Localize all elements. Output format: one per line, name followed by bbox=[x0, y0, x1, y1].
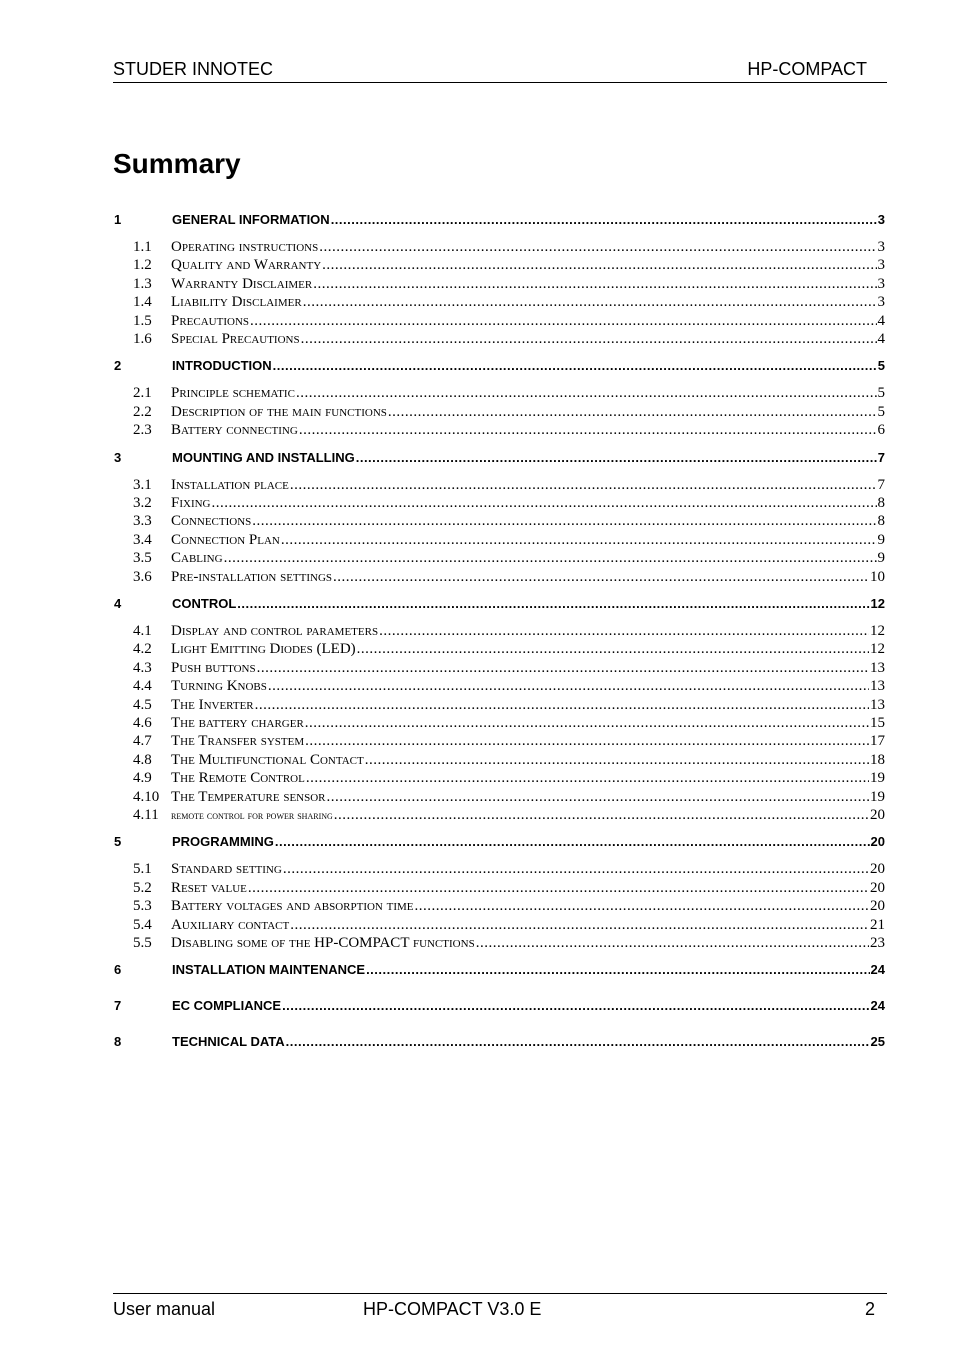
toc-leader-dots bbox=[299, 421, 877, 439]
toc-entry-title: MOUNTING AND INSTALLING bbox=[172, 449, 355, 465]
toc-entry[interactable] bbox=[113, 961, 885, 979]
toc-entry[interactable] bbox=[113, 312, 885, 330]
toc-entry-title: Liability Disclaimer bbox=[171, 294, 302, 311]
toc-leader-dots bbox=[248, 879, 869, 897]
toc-entry[interactable] bbox=[113, 751, 885, 769]
toc-entry-title: Fixing bbox=[171, 495, 211, 511]
toc-entry-page: 24 bbox=[870, 962, 885, 978]
toc-leader-dots bbox=[476, 934, 869, 952]
toc-entry-page: 4 bbox=[877, 312, 885, 329]
toc-entry-page: 20 bbox=[870, 861, 885, 878]
toc-leader-dots bbox=[281, 531, 877, 549]
toc-entry[interactable] bbox=[113, 421, 885, 439]
toc-entry-number: 1.4 bbox=[133, 294, 152, 311]
toc-entry[interactable] bbox=[113, 403, 885, 421]
toc-entry[interactable] bbox=[113, 211, 885, 229]
toc-leader-dots bbox=[305, 714, 869, 732]
toc-entry-title: Reset value bbox=[171, 879, 247, 896]
toc-leader-dots bbox=[252, 512, 876, 530]
toc-entry-title: Cabling bbox=[171, 550, 223, 567]
toc-entry-page: 5 bbox=[877, 403, 885, 420]
toc-entry[interactable] bbox=[113, 732, 885, 750]
toc-entry-page: 12 bbox=[870, 596, 885, 611]
toc-leader-dots bbox=[275, 833, 870, 851]
toc-entry-number: 3.1 bbox=[133, 476, 152, 493]
toc-entry-page: 5 bbox=[877, 385, 885, 402]
toc-leader-dots bbox=[224, 549, 877, 567]
toc-entry-title: remote control for power sharing bbox=[171, 808, 333, 822]
toc-entry-number: 4.8 bbox=[133, 751, 152, 768]
toc-entry-page: 17 bbox=[870, 733, 885, 750]
toc-entry-page: 6 bbox=[877, 422, 885, 439]
toc-entry-number: 4.4 bbox=[133, 678, 152, 695]
toc-entry[interactable] bbox=[113, 640, 885, 658]
toc-leader-dots bbox=[268, 677, 869, 695]
toc-leader-dots bbox=[303, 293, 877, 311]
toc-leader-dots bbox=[357, 640, 869, 658]
footer-doc-name: User manual bbox=[113, 1299, 216, 1319]
toc-entry-title: Turning Knobs bbox=[171, 678, 267, 695]
toc-leader-dots bbox=[237, 595, 869, 613]
toc-entry[interactable] bbox=[113, 806, 885, 824]
toc-entry-number: 3.5 bbox=[133, 550, 152, 567]
toc-entry[interactable] bbox=[113, 449, 885, 467]
toc-entry-title: Operating instructions bbox=[171, 239, 319, 255]
toc-entry-title: INSTALLATION MAINTENANCE bbox=[172, 962, 366, 978]
toc-leader-dots bbox=[283, 860, 869, 878]
toc-entry-title: Display and control parameters bbox=[171, 623, 379, 639]
toc-entry[interactable] bbox=[113, 879, 885, 897]
toc-entry-title: Quality and Warranty bbox=[171, 257, 322, 274]
toc-entry-title: EC COMPLIANCE bbox=[172, 998, 282, 1014]
toc-leader-dots bbox=[296, 384, 877, 402]
toc-leader-dots bbox=[319, 238, 876, 256]
toc-leader-dots bbox=[388, 403, 877, 421]
page-header bbox=[113, 58, 887, 83]
toc-entry-page: 4 bbox=[877, 331, 885, 347]
toc-entry-number: 4.7 bbox=[133, 733, 152, 750]
toc-entry-number: 1 bbox=[114, 212, 122, 227]
page-footer bbox=[113, 1293, 887, 1320]
toc-entry-title: The Inverter bbox=[171, 696, 254, 713]
toc-entry-page: 3 bbox=[877, 275, 885, 292]
toc-entry[interactable] bbox=[113, 788, 885, 806]
toc-entry-number: 1.2 bbox=[133, 257, 152, 274]
toc-entry-title: Warranty Disclaimer bbox=[171, 275, 313, 292]
toc-entry-page: 13 bbox=[870, 659, 885, 676]
toc-entry-page: 10 bbox=[870, 568, 885, 585]
toc-entry[interactable] bbox=[113, 384, 885, 402]
toc-entry-title: GENERAL INFORMATION bbox=[172, 212, 330, 227]
toc-entry-number: 5.3 bbox=[133, 898, 152, 915]
toc-leader-dots bbox=[365, 751, 869, 769]
toc-entry-page: 3 bbox=[877, 239, 885, 255]
toc-leader-dots bbox=[257, 659, 869, 677]
toc-entry[interactable] bbox=[113, 916, 885, 934]
toc-entry-page: 20 bbox=[870, 834, 885, 850]
toc-entry-title: Light Emitting Diodes (LED) bbox=[171, 641, 356, 658]
toc-entry-title: Principle schematic bbox=[171, 385, 295, 402]
toc-entry[interactable] bbox=[113, 494, 885, 512]
toc-entry-page: 7 bbox=[877, 449, 885, 465]
toc-leader-dots bbox=[212, 494, 877, 512]
toc-entry[interactable] bbox=[113, 1033, 885, 1051]
toc-entry-number: 1.6 bbox=[133, 331, 152, 347]
toc-entry-number: 6 bbox=[114, 962, 122, 978]
toc-entry-number: 4.2 bbox=[133, 641, 152, 658]
toc-entry-title: CONTROL bbox=[172, 596, 237, 611]
header-company: STUDER INNOTEC bbox=[113, 59, 274, 79]
toc-entry[interactable] bbox=[113, 934, 885, 952]
toc-entry-page: 19 bbox=[870, 788, 885, 805]
toc-entry-title: The Temperature sensor bbox=[171, 788, 326, 805]
toc-entry[interactable] bbox=[113, 238, 885, 256]
toc-entry-page: 8 bbox=[877, 495, 885, 511]
toc-entry-title: INTRODUCTION bbox=[172, 358, 272, 374]
toc-entry-number: 3.4 bbox=[133, 531, 152, 548]
toc-entry-number: 1.5 bbox=[133, 312, 152, 329]
toc-entry-page: 12 bbox=[870, 641, 885, 658]
toc-entry-number: 2.3 bbox=[133, 422, 152, 439]
toc-entry-title: Disabling some of the HP-COMPACT functions bbox=[171, 935, 475, 951]
toc-leader-dots bbox=[305, 732, 869, 750]
toc-entry-page: 25 bbox=[870, 1034, 885, 1050]
toc-entry-number: 3.3 bbox=[133, 513, 152, 530]
toc-leader-dots bbox=[366, 961, 869, 979]
toc-leader-dots bbox=[286, 1033, 870, 1051]
toc-entry-number: 1.3 bbox=[133, 275, 152, 292]
toc-entry-page: 13 bbox=[870, 678, 885, 695]
toc-entry[interactable] bbox=[113, 622, 885, 640]
toc-entry-page: 3 bbox=[877, 257, 885, 274]
toc-entry-title: PROGRAMMING bbox=[172, 834, 274, 850]
toc-entry[interactable] bbox=[113, 833, 885, 851]
toc-leader-dots bbox=[379, 622, 869, 640]
toc-leader-dots bbox=[333, 568, 869, 586]
toc-entry-number: 2.1 bbox=[133, 385, 152, 402]
toc-entry[interactable] bbox=[113, 897, 885, 915]
toc-entry-number: 4.1 bbox=[133, 623, 152, 639]
toc-entry[interactable] bbox=[113, 659, 885, 677]
toc-entry-title: The Remote Control bbox=[171, 770, 305, 787]
toc-entry[interactable] bbox=[113, 293, 885, 311]
toc-entry-number: 4.11 bbox=[133, 807, 159, 823]
toc-entry-title: Pre-installation settings bbox=[171, 568, 333, 585]
toc-entry-title: Special Precautions bbox=[171, 331, 300, 347]
toc-leader-dots bbox=[290, 916, 869, 934]
toc-leader-dots bbox=[313, 275, 876, 293]
footer-page-number: 2 bbox=[864, 1299, 875, 1319]
toc-leader-dots bbox=[415, 897, 869, 915]
toc-leader-dots bbox=[334, 806, 869, 824]
toc-entry[interactable] bbox=[113, 769, 885, 787]
toc-entry[interactable] bbox=[113, 860, 885, 878]
toc-leader-dots bbox=[290, 476, 877, 494]
toc-entry[interactable] bbox=[113, 997, 885, 1015]
toc-leader-dots bbox=[327, 788, 869, 806]
toc-entry[interactable] bbox=[113, 512, 885, 530]
toc-entry-page: 12 bbox=[870, 623, 885, 639]
toc-entry-number: 3.2 bbox=[133, 495, 152, 511]
header-product: HP-COMPACT bbox=[747, 59, 867, 79]
toc-entry[interactable] bbox=[113, 677, 885, 695]
toc-leader-dots bbox=[273, 357, 877, 375]
toc-leader-dots bbox=[356, 449, 877, 467]
toc-entry-number: 4.5 bbox=[133, 696, 152, 713]
toc-entry-title: Installation place bbox=[171, 476, 289, 493]
toc-entry[interactable] bbox=[113, 275, 885, 293]
toc-entry-number: 4.10 bbox=[133, 788, 160, 805]
toc-entry[interactable] bbox=[113, 531, 885, 549]
toc-entry-page: 20 bbox=[870, 898, 885, 915]
page-title: Summary bbox=[113, 148, 241, 179]
toc-leader-dots bbox=[255, 696, 869, 714]
toc-entry-title: Description of the main functions bbox=[171, 403, 387, 420]
toc-leader-dots bbox=[306, 769, 869, 787]
toc-entry-number: 1.1 bbox=[133, 239, 152, 255]
toc-entry[interactable] bbox=[113, 330, 885, 348]
toc-entry-number: 5.4 bbox=[133, 916, 152, 933]
toc-entry-number: 2.2 bbox=[133, 403, 152, 420]
toc-entry-page: 18 bbox=[870, 751, 885, 768]
toc-entry[interactable] bbox=[113, 256, 885, 274]
toc-entry-number: 3.6 bbox=[133, 568, 152, 585]
toc-entry-page: 20 bbox=[870, 807, 885, 823]
toc-entry-page: 8 bbox=[877, 513, 885, 530]
toc-entry-title: Standard setting bbox=[171, 861, 282, 878]
toc-entry-page: 20 bbox=[870, 879, 885, 896]
toc-entry-number: 2 bbox=[114, 358, 122, 374]
toc-entry-number: 5.2 bbox=[133, 879, 152, 896]
toc-entry-number: 3 bbox=[114, 449, 122, 465]
toc-leader-dots bbox=[250, 312, 876, 330]
toc-entry-page: 19 bbox=[870, 770, 885, 787]
toc-entry-title: Auxiliary contact bbox=[171, 916, 290, 933]
toc-entry-page: 9 bbox=[877, 531, 885, 548]
toc-entry[interactable] bbox=[113, 549, 885, 567]
toc-entry-page: 3 bbox=[877, 212, 885, 227]
toc-entry-title: Push buttons bbox=[171, 659, 256, 676]
toc-entry-number: 4.6 bbox=[133, 715, 152, 731]
toc-entry-page: 23 bbox=[870, 935, 885, 951]
toc-entry-title: TECHNICAL DATA bbox=[172, 1034, 285, 1050]
toc-entry-number: 4.3 bbox=[133, 659, 152, 676]
toc-entry-page: 24 bbox=[870, 998, 885, 1014]
toc-entry-title: Battery connecting bbox=[171, 422, 298, 439]
toc-leader-dots bbox=[322, 256, 876, 274]
toc-entry-title: Precautions bbox=[171, 312, 250, 329]
footer-version: HP-COMPACT V3.0 E bbox=[363, 1299, 542, 1319]
toc-entry-number: 5.1 bbox=[133, 861, 152, 878]
toc-entry-title: The Multifunctional Contact bbox=[171, 751, 364, 768]
toc-entry-number: 5.5 bbox=[133, 935, 152, 951]
toc-entry-page: 3 bbox=[877, 294, 885, 311]
toc-entry-number: 7 bbox=[114, 998, 122, 1014]
toc-entry-title: The battery charger bbox=[171, 715, 304, 731]
toc-leader-dots bbox=[331, 211, 877, 229]
toc-entry-page: 13 bbox=[870, 696, 885, 713]
toc-entry-page: 7 bbox=[877, 476, 885, 493]
toc-leader-dots bbox=[282, 997, 869, 1015]
toc-entry[interactable] bbox=[113, 696, 885, 714]
toc-entry[interactable] bbox=[113, 476, 885, 494]
toc-entry-title: Battery voltages and absorption time bbox=[171, 898, 414, 915]
toc-leader-dots bbox=[301, 330, 877, 348]
toc-entry-title: Connection Plan bbox=[171, 531, 280, 548]
toc-entry-page: 9 bbox=[877, 550, 885, 567]
toc-entry-number: 4 bbox=[114, 596, 122, 611]
toc-entry-title: Connections bbox=[171, 513, 252, 530]
toc-entry-number: 8 bbox=[114, 1034, 122, 1050]
toc-entry-title: The Transfer system bbox=[171, 733, 305, 750]
toc-entry-page: 21 bbox=[870, 916, 885, 933]
toc-entry-number: 4.9 bbox=[133, 770, 152, 787]
toc-entry-page: 5 bbox=[877, 358, 885, 374]
toc-entry-number: 5 bbox=[114, 834, 122, 850]
toc-entry[interactable] bbox=[113, 595, 885, 613]
toc-entry[interactable] bbox=[113, 714, 885, 732]
toc-entry-page: 15 bbox=[870, 715, 885, 731]
toc-entry[interactable] bbox=[113, 357, 885, 375]
toc-entry[interactable] bbox=[113, 568, 885, 586]
